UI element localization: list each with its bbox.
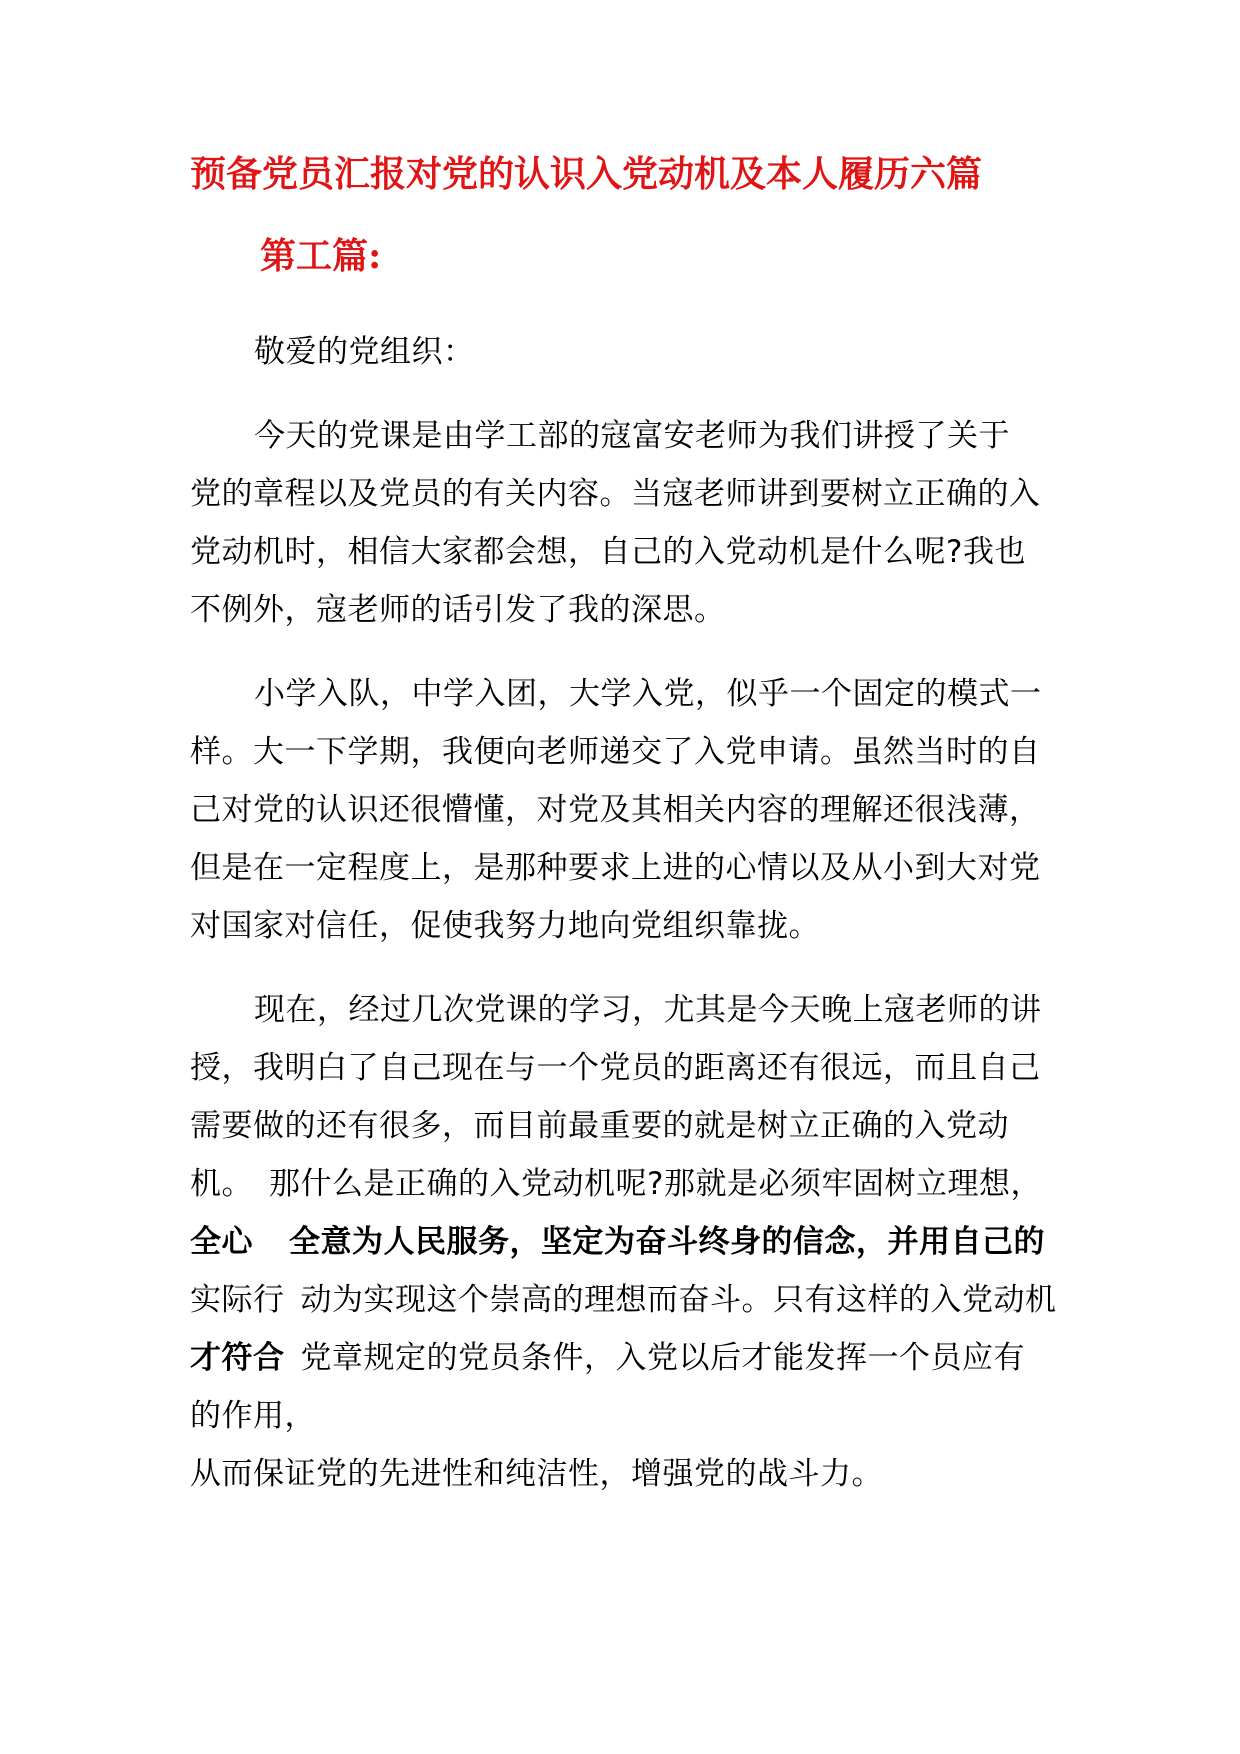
paragraph-3-line [190,1213,1070,1271]
paragraph-3-line: 的作用， [190,1398,316,1434]
paragraph-1-line: 不例外，寇老师的话引发了我的深思。 [190,592,726,628]
paragraph-3-line [190,1329,1070,1387]
paragraph-1-line: 党的章程以及党员的有关内容。当寇老师讲到要树立正确的入 [190,476,1041,512]
document-body [190,323,1070,1503]
paragraph-3-line: 从而保证党的先进性和纯洁性，增强党的战斗力。 [190,1456,883,1492]
paragraph-1-line: 今天的党课是由学工部的寇富安老师为我们讲授了关于 [254,418,1010,454]
paragraph-1 [190,407,1070,639]
paragraph-3 [190,981,1070,1503]
paragraph-3-line: 需要做的还有很多，而目前最重要的就是树立正确的入党动 [190,1108,1009,1144]
paragraph-3-fragment: 全心 [190,1224,253,1260]
document-title: 预备党员汇报对党的认识入党动机及本人履历六篇 [190,153,983,195]
paragraph-3-fragment: 实际行 [190,1282,285,1318]
salutation-text: 敬爱的党组织： [254,334,475,370]
paragraph-3-line: 授，我明白了自己现在与一个党员的距离还有很远，而且自己 [190,1050,1041,1086]
paragraph-3-fragment: 全意为人民服务，坚定为奋斗终身的信念，并用自己的 [289,1224,1045,1260]
paragraph-2-line: 样。大一下学期，我便向老师递交了入党申请。虽然当时的自 [190,734,1041,770]
document-subtitle: 第工篇: [260,235,382,277]
paragraph-1-line: 党动机时，相信大家都会想，自己的入党动机是什么呢?我也 [190,534,1026,570]
paragraph-2-line: 对国家对信任，促使我努力地向党组织靠拢。 [190,908,820,944]
paragraph-3-line [190,1271,1070,1329]
paragraph-3-fragment: 才符合 [190,1340,285,1376]
paragraph-3-line [190,1155,1070,1213]
paragraph-3-fragment: 动为实现这个崇高的理想而奋斗。只有这样的入党动机 [300,1282,1057,1318]
paragraph-2 [190,665,1070,955]
paragraph-3-fragment: 那什么是正确的入党动机呢?那就是必须牢固树立理想， [269,1166,1042,1202]
paragraph-2-line: 己对党的认识还很懵懂，对党及其相关内容的理解还很浅薄， [190,792,1041,828]
paragraph-2-line: 小学入队，中学入团，大学入党，似乎一个固定的模式一 [254,676,1042,712]
salutation [190,323,1070,381]
paragraph-3-fragment: 机。 [190,1166,253,1202]
paragraph-3-fragment: 党章规定的党员条件，入党以后才能发挥一个员应有 [300,1340,1025,1376]
paragraph-2-line: 但是在一定程度上，是那种要求上进的心情以及从小到大对党 [190,850,1041,886]
paragraph-3-line: 现在，经过几次党课的学习，尤其是今天晚上寇老师的讲 [254,992,1042,1028]
